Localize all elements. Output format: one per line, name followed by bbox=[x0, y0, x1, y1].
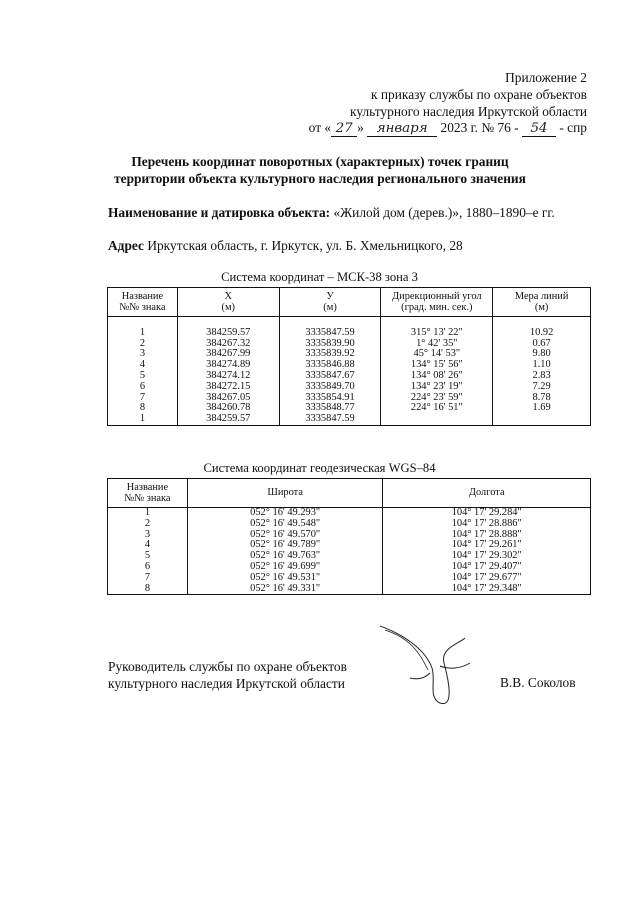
table1-header-4-line-0: Мера линий bbox=[514, 290, 569, 302]
signatory-line1: Руководитель службы по охране объектов bbox=[108, 659, 347, 674]
table1-header-row bbox=[108, 288, 591, 317]
table-row bbox=[108, 519, 591, 530]
table1-cell: 9.80 bbox=[493, 349, 591, 360]
table2-cell: 104° 17' 29.284" bbox=[383, 508, 591, 519]
table1-header-0-line-1: №№ знака bbox=[119, 302, 166, 313]
table1-header-0 bbox=[108, 288, 178, 317]
address-label: Адрес bbox=[108, 238, 144, 253]
table1-header-1-line-0: X bbox=[224, 290, 233, 302]
table2-header-2-line-0: Долгота bbox=[468, 487, 505, 499]
table1-cell: 384274.12 bbox=[177, 371, 279, 382]
table1-header-4-line-1: (м) bbox=[534, 302, 549, 313]
table2-cell: 1 bbox=[108, 508, 188, 519]
object-address bbox=[108, 238, 463, 254]
document-title bbox=[80, 154, 560, 187]
table1-cell: 3335839.92 bbox=[279, 349, 381, 360]
table2-cell: 5 bbox=[108, 551, 188, 562]
table1-cell: 0.67 bbox=[493, 339, 591, 350]
table1-caption: Система координат – МСК-38 зона 3 bbox=[221, 270, 418, 284]
table1-cell: 134° 08' 26" bbox=[381, 371, 493, 382]
table1-cell: 3335847.67 bbox=[279, 371, 381, 382]
table2-cell: 104° 17' 28.888" bbox=[383, 530, 591, 541]
signatory-name: В.В. Соколов bbox=[500, 675, 576, 690]
table1-cell: 2 bbox=[108, 339, 178, 350]
appendix-date-line bbox=[309, 120, 587, 137]
table1-cell: 384260.78 bbox=[177, 403, 279, 414]
object-description bbox=[108, 205, 586, 221]
table1-header-4 bbox=[493, 288, 591, 317]
appendix-line2: к приказу службы по охране объектов bbox=[371, 86, 587, 102]
table1-cell: 384267.99 bbox=[177, 349, 279, 360]
table1-cell bbox=[381, 414, 493, 425]
table1-cell: 45° 14' 53" bbox=[381, 349, 493, 360]
table1-header-2-line-1: (м) bbox=[323, 302, 337, 313]
table1-cell: 315° 13' 22" bbox=[381, 328, 493, 339]
title-line1: Перечень координат поворотных (характерных) точек границ bbox=[131, 154, 509, 169]
table1-cell: 384259.57 bbox=[177, 328, 279, 339]
table1-cell: 3335847.59 bbox=[279, 328, 381, 339]
table1-cell: 7.29 bbox=[493, 382, 591, 393]
table1-cell: 3335846.88 bbox=[279, 360, 381, 371]
table2-header-row bbox=[108, 479, 591, 508]
table2-cell: 104° 17' 29.261" bbox=[383, 540, 591, 551]
table1-header-2 bbox=[279, 288, 381, 317]
table1-cell: 3335849.70 bbox=[279, 382, 381, 393]
table2-cell: 104° 17' 29.677" bbox=[383, 573, 591, 584]
table1-cell: 1 bbox=[108, 328, 178, 339]
table2-header-1-line-0: Широта bbox=[267, 487, 303, 499]
table2-cell: 052° 16' 49.331" bbox=[187, 584, 383, 595]
table1-cell bbox=[493, 414, 591, 425]
year-and-number: 2023 г. № 76 - bbox=[440, 120, 519, 136]
table1-cell: 384267.32 bbox=[177, 339, 279, 350]
table1-header-1 bbox=[177, 288, 279, 317]
appendix-header bbox=[309, 70, 587, 137]
table1-cell: 384272.15 bbox=[177, 382, 279, 393]
table2-cell: 8 bbox=[108, 584, 188, 595]
table1-cell: 10.92 bbox=[493, 328, 591, 339]
table-row bbox=[108, 382, 591, 393]
table2-header-0 bbox=[108, 479, 188, 508]
table-row bbox=[108, 328, 591, 339]
table1-cell: 224° 23' 59" bbox=[381, 393, 493, 404]
table1-cell: 134° 23' 19" bbox=[381, 382, 493, 393]
table1-cell: 8 bbox=[108, 403, 178, 414]
table2-cell: 3 bbox=[108, 530, 188, 541]
table2-header-0-line-1: №№ знака bbox=[124, 493, 171, 504]
date-mid: » bbox=[357, 120, 364, 136]
title-line2: территории объекта культурного наследия регионального значения bbox=[114, 170, 526, 186]
table2-header-0-line-0: Название bbox=[126, 481, 169, 493]
table1-cell: 8.78 bbox=[493, 393, 591, 404]
table1-header-3-line-1: (град. мин. сек.) bbox=[401, 302, 473, 313]
table1-cell: 1° 42' 35" bbox=[381, 339, 493, 350]
table1-header-3 bbox=[381, 288, 493, 317]
table1-cell: 1.10 bbox=[493, 360, 591, 371]
msk-coordinates-table bbox=[107, 287, 591, 426]
table2-caption: Система координат геодезическая WGS–84 bbox=[203, 461, 436, 475]
date-prefix: от « bbox=[308, 120, 332, 136]
table-row bbox=[108, 414, 591, 425]
table2-cell: 052° 16' 49.548" bbox=[187, 519, 383, 530]
table1-cell: 1.69 bbox=[493, 403, 591, 414]
table1-header-3-line-0: Дирекционный угол bbox=[392, 290, 482, 302]
table2-cell: 4 bbox=[108, 540, 188, 551]
handwritten-number: 54 bbox=[522, 122, 556, 137]
table1-cell: 224° 16' 51" bbox=[381, 403, 493, 414]
order-suffix: - спр bbox=[559, 120, 587, 136]
table2-header-2 bbox=[383, 479, 591, 508]
signatory-line2: культурного наследия Иркутской области bbox=[108, 676, 345, 691]
table1-cell: 384274.89 bbox=[177, 360, 279, 371]
table2-cell: 7 bbox=[108, 573, 188, 584]
object-value: «Жилой дом (дерев.)», 1880–1890–е гг. bbox=[333, 205, 555, 220]
table2-cell: 6 bbox=[108, 562, 188, 573]
table1-cell: 384259.57 bbox=[177, 414, 279, 425]
table2-cell: 052° 16' 49.570" bbox=[187, 530, 383, 541]
table2-cell: 104° 17' 29.302" bbox=[383, 551, 591, 562]
table1-cell: 2.83 bbox=[493, 371, 591, 382]
table1-cell: 3335848.77 bbox=[279, 403, 381, 414]
table2-cell: 104° 17' 29.407" bbox=[383, 562, 591, 573]
table-row bbox=[108, 573, 591, 584]
table2-cell: 104° 17' 28.886" bbox=[383, 519, 591, 530]
object-label: Наименование и датировка объекта: bbox=[108, 205, 331, 220]
signatory-position bbox=[108, 658, 347, 692]
table1-cell: 4 bbox=[108, 360, 178, 371]
table1-header-0-line-0: Название bbox=[121, 290, 164, 302]
address-value: Иркутская область, г. Иркутск, ул. Б. Хмельницкого, 28 bbox=[147, 238, 463, 253]
table1-cell: 3 bbox=[108, 349, 178, 360]
table2-cell: 052° 16' 49.531" bbox=[187, 573, 383, 584]
appendix-line1: Приложение 2 bbox=[505, 70, 587, 85]
handwritten-day: 27 bbox=[331, 122, 357, 137]
table1-cell: 5 bbox=[108, 371, 178, 382]
table2-cell: 052° 16' 49.789" bbox=[187, 540, 383, 551]
table1-cell: 384267.05 bbox=[177, 393, 279, 404]
table2-cell: 052° 16' 49.699" bbox=[187, 562, 383, 573]
table1-cell: 134° 15' 56" bbox=[381, 360, 493, 371]
table1-cell: 3335847.59 bbox=[279, 414, 381, 425]
table-row bbox=[108, 584, 591, 595]
table2-cell: 052° 16' 49.293" bbox=[187, 508, 383, 519]
table1-cell: 3335839.90 bbox=[279, 339, 381, 350]
table1-cell: 6 bbox=[108, 382, 178, 393]
appendix-line3: культурного наследия Иркутской области bbox=[350, 103, 587, 119]
table1-cell: 7 bbox=[108, 393, 178, 404]
table1-cell: 1 bbox=[108, 414, 178, 425]
wgs84-coordinates-table bbox=[107, 478, 591, 595]
table1-header-1-line-1: (м) bbox=[221, 302, 235, 313]
handwritten-signature bbox=[370, 608, 490, 718]
table2-header-1 bbox=[187, 479, 383, 508]
table2-cell: 2 bbox=[108, 519, 188, 530]
handwritten-month: января bbox=[367, 122, 437, 137]
table1-header-2-line-0: У bbox=[326, 290, 334, 302]
table2-cell: 104° 17' 29.348" bbox=[383, 584, 591, 595]
table1-cell: 3335854.91 bbox=[279, 393, 381, 404]
table2-cell: 052° 16' 49.763" bbox=[187, 551, 383, 562]
